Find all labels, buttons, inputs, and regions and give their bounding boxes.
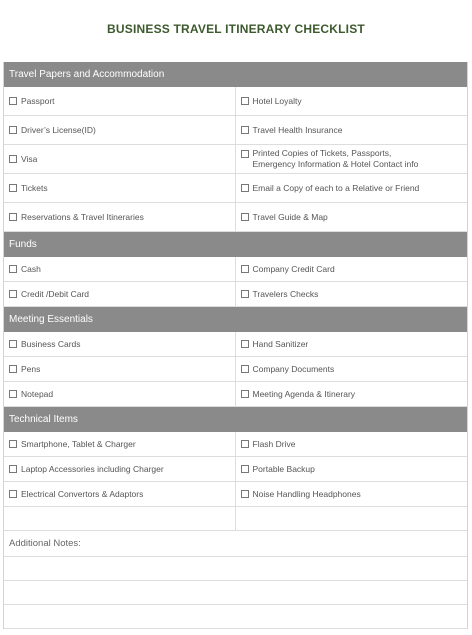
checklist-item[interactable] (4, 432, 236, 456)
checkbox-icon[interactable] (9, 465, 17, 473)
checkbox-icon[interactable] (241, 490, 249, 498)
table-row (4, 382, 467, 407)
notes-line[interactable] (4, 581, 467, 605)
checklist-item[interactable] (4, 482, 236, 506)
page-title: BUSINESS TRAVEL ITINERARY CHECKLIST (107, 22, 365, 36)
checkbox-icon[interactable] (9, 213, 17, 221)
item-label: Travelers Checks (252, 289, 319, 299)
checklist-item[interactable] (4, 145, 236, 173)
checkbox-icon[interactable] (241, 290, 249, 298)
item-label: Laptop Accessories including Charger (21, 464, 164, 474)
checklist-item[interactable] (236, 482, 468, 506)
checklist-item[interactable] (236, 145, 468, 173)
table-row (4, 482, 467, 507)
checkbox-icon[interactable] (9, 265, 17, 273)
table-row (4, 432, 467, 457)
checklist-item[interactable] (4, 87, 236, 115)
empty-cell[interactable] (236, 507, 468, 530)
checkbox-icon[interactable] (9, 490, 17, 498)
additional-notes-label: Additional Notes: (4, 531, 467, 557)
table-row (4, 174, 467, 203)
checkbox-icon[interactable] (241, 465, 249, 473)
checklist-item[interactable] (4, 457, 236, 481)
checkbox-icon[interactable] (9, 390, 17, 398)
table-row (4, 203, 467, 232)
checklist-item[interactable] (4, 203, 236, 231)
checkbox-icon[interactable] (9, 365, 17, 373)
item-label: Visa (21, 154, 38, 164)
item-label: Passport (21, 96, 55, 106)
checklist-item[interactable] (236, 382, 468, 406)
checklist-item[interactable] (4, 382, 236, 406)
item-label: Pens (21, 364, 41, 374)
item-label: Flash Drive (252, 439, 296, 449)
checklist-item[interactable] (236, 432, 468, 456)
checklist-item[interactable] (4, 116, 236, 144)
table-row (4, 257, 467, 282)
checkbox-icon[interactable] (9, 155, 17, 163)
checkbox-icon[interactable] (241, 340, 249, 348)
checkbox-icon[interactable] (241, 184, 249, 192)
checkbox-icon[interactable] (9, 340, 17, 348)
item-label: Portable Backup (252, 464, 315, 474)
checkbox-icon[interactable] (9, 440, 17, 448)
checkbox-icon[interactable] (241, 265, 249, 273)
item-label: Travel Health Insurance (252, 125, 343, 135)
item-label: Reservations & Travel Itineraries (21, 212, 144, 222)
item-label (253, 148, 419, 170)
section-header-travel-papers: Travel Papers and Accommodation (4, 62, 467, 87)
item-label: Noise Handling Headphones (252, 489, 361, 499)
item-label: Meeting Agenda & Itinerary (252, 389, 356, 399)
checklist-item[interactable] (236, 174, 468, 202)
checklist-item[interactable] (236, 257, 468, 281)
checklist-item[interactable] (4, 174, 236, 202)
checklist-item[interactable] (236, 203, 468, 231)
item-label: Tickets (21, 183, 48, 193)
checklist-item[interactable] (236, 332, 468, 356)
item-label: Company Credit Card (252, 264, 335, 274)
table-row-empty (4, 507, 467, 531)
table-row (4, 87, 467, 116)
checkbox-icon[interactable] (9, 184, 17, 192)
item-label: Hotel Loyalty (252, 96, 302, 106)
item-label: Notepad (21, 389, 54, 399)
section-header-funds: Funds (4, 232, 467, 257)
item-label: Credit /Debit Card (21, 289, 90, 299)
checkbox-icon[interactable] (241, 390, 249, 398)
table-row (4, 357, 467, 382)
notes-line[interactable] (4, 605, 467, 629)
item-label: Company Documents (252, 364, 335, 374)
empty-cell[interactable] (4, 507, 236, 530)
table-row (4, 457, 467, 482)
checkbox-icon[interactable] (9, 97, 17, 105)
table-row (4, 332, 467, 357)
checkbox-icon[interactable] (9, 126, 17, 134)
item-label: Cash (21, 264, 41, 274)
checkbox-icon[interactable] (9, 290, 17, 298)
checklist-item[interactable] (4, 282, 236, 306)
checkbox-icon[interactable] (241, 213, 249, 221)
checklist-item[interactable] (236, 357, 468, 381)
item-label: Electrical Convertors & Adaptors (21, 489, 144, 499)
checklist-table (3, 62, 468, 629)
checklist-item[interactable] (4, 357, 236, 381)
item-label: Travel Guide & Map (252, 212, 328, 222)
item-label: Email a Copy of each to a Relative or Friend (252, 183, 420, 193)
checklist-item[interactable] (4, 257, 236, 281)
checkbox-icon[interactable] (241, 440, 249, 448)
table-row (4, 145, 467, 174)
item-label: Business Cards (21, 339, 81, 349)
notes-line[interactable] (4, 557, 467, 581)
table-row (4, 116, 467, 145)
checklist-item[interactable] (236, 457, 468, 481)
checklist-item[interactable] (236, 282, 468, 306)
section-header-meeting-essentials: Meeting Essentials (4, 307, 467, 332)
checkbox-icon[interactable] (241, 150, 249, 158)
checkbox-icon[interactable] (241, 365, 249, 373)
checkbox-icon[interactable] (241, 126, 249, 134)
item-label: Driver’s License(ID) (21, 125, 96, 135)
checklist-item[interactable] (236, 116, 468, 144)
item-label: Hand Sanitizer (252, 339, 309, 349)
table-row (4, 282, 467, 307)
checklist-item[interactable] (4, 332, 236, 356)
item-label-line-1: Printed Copies of Tickets, Passports, (252, 148, 392, 158)
checkbox-icon[interactable] (241, 97, 249, 105)
checklist-item[interactable] (236, 87, 468, 115)
item-label: Smartphone, Tablet & Charger (21, 439, 136, 449)
item-label-line-2: Emergency Information & Hotel Contact info (252, 159, 419, 169)
section-header-technical-items: Technical Items (4, 407, 467, 432)
